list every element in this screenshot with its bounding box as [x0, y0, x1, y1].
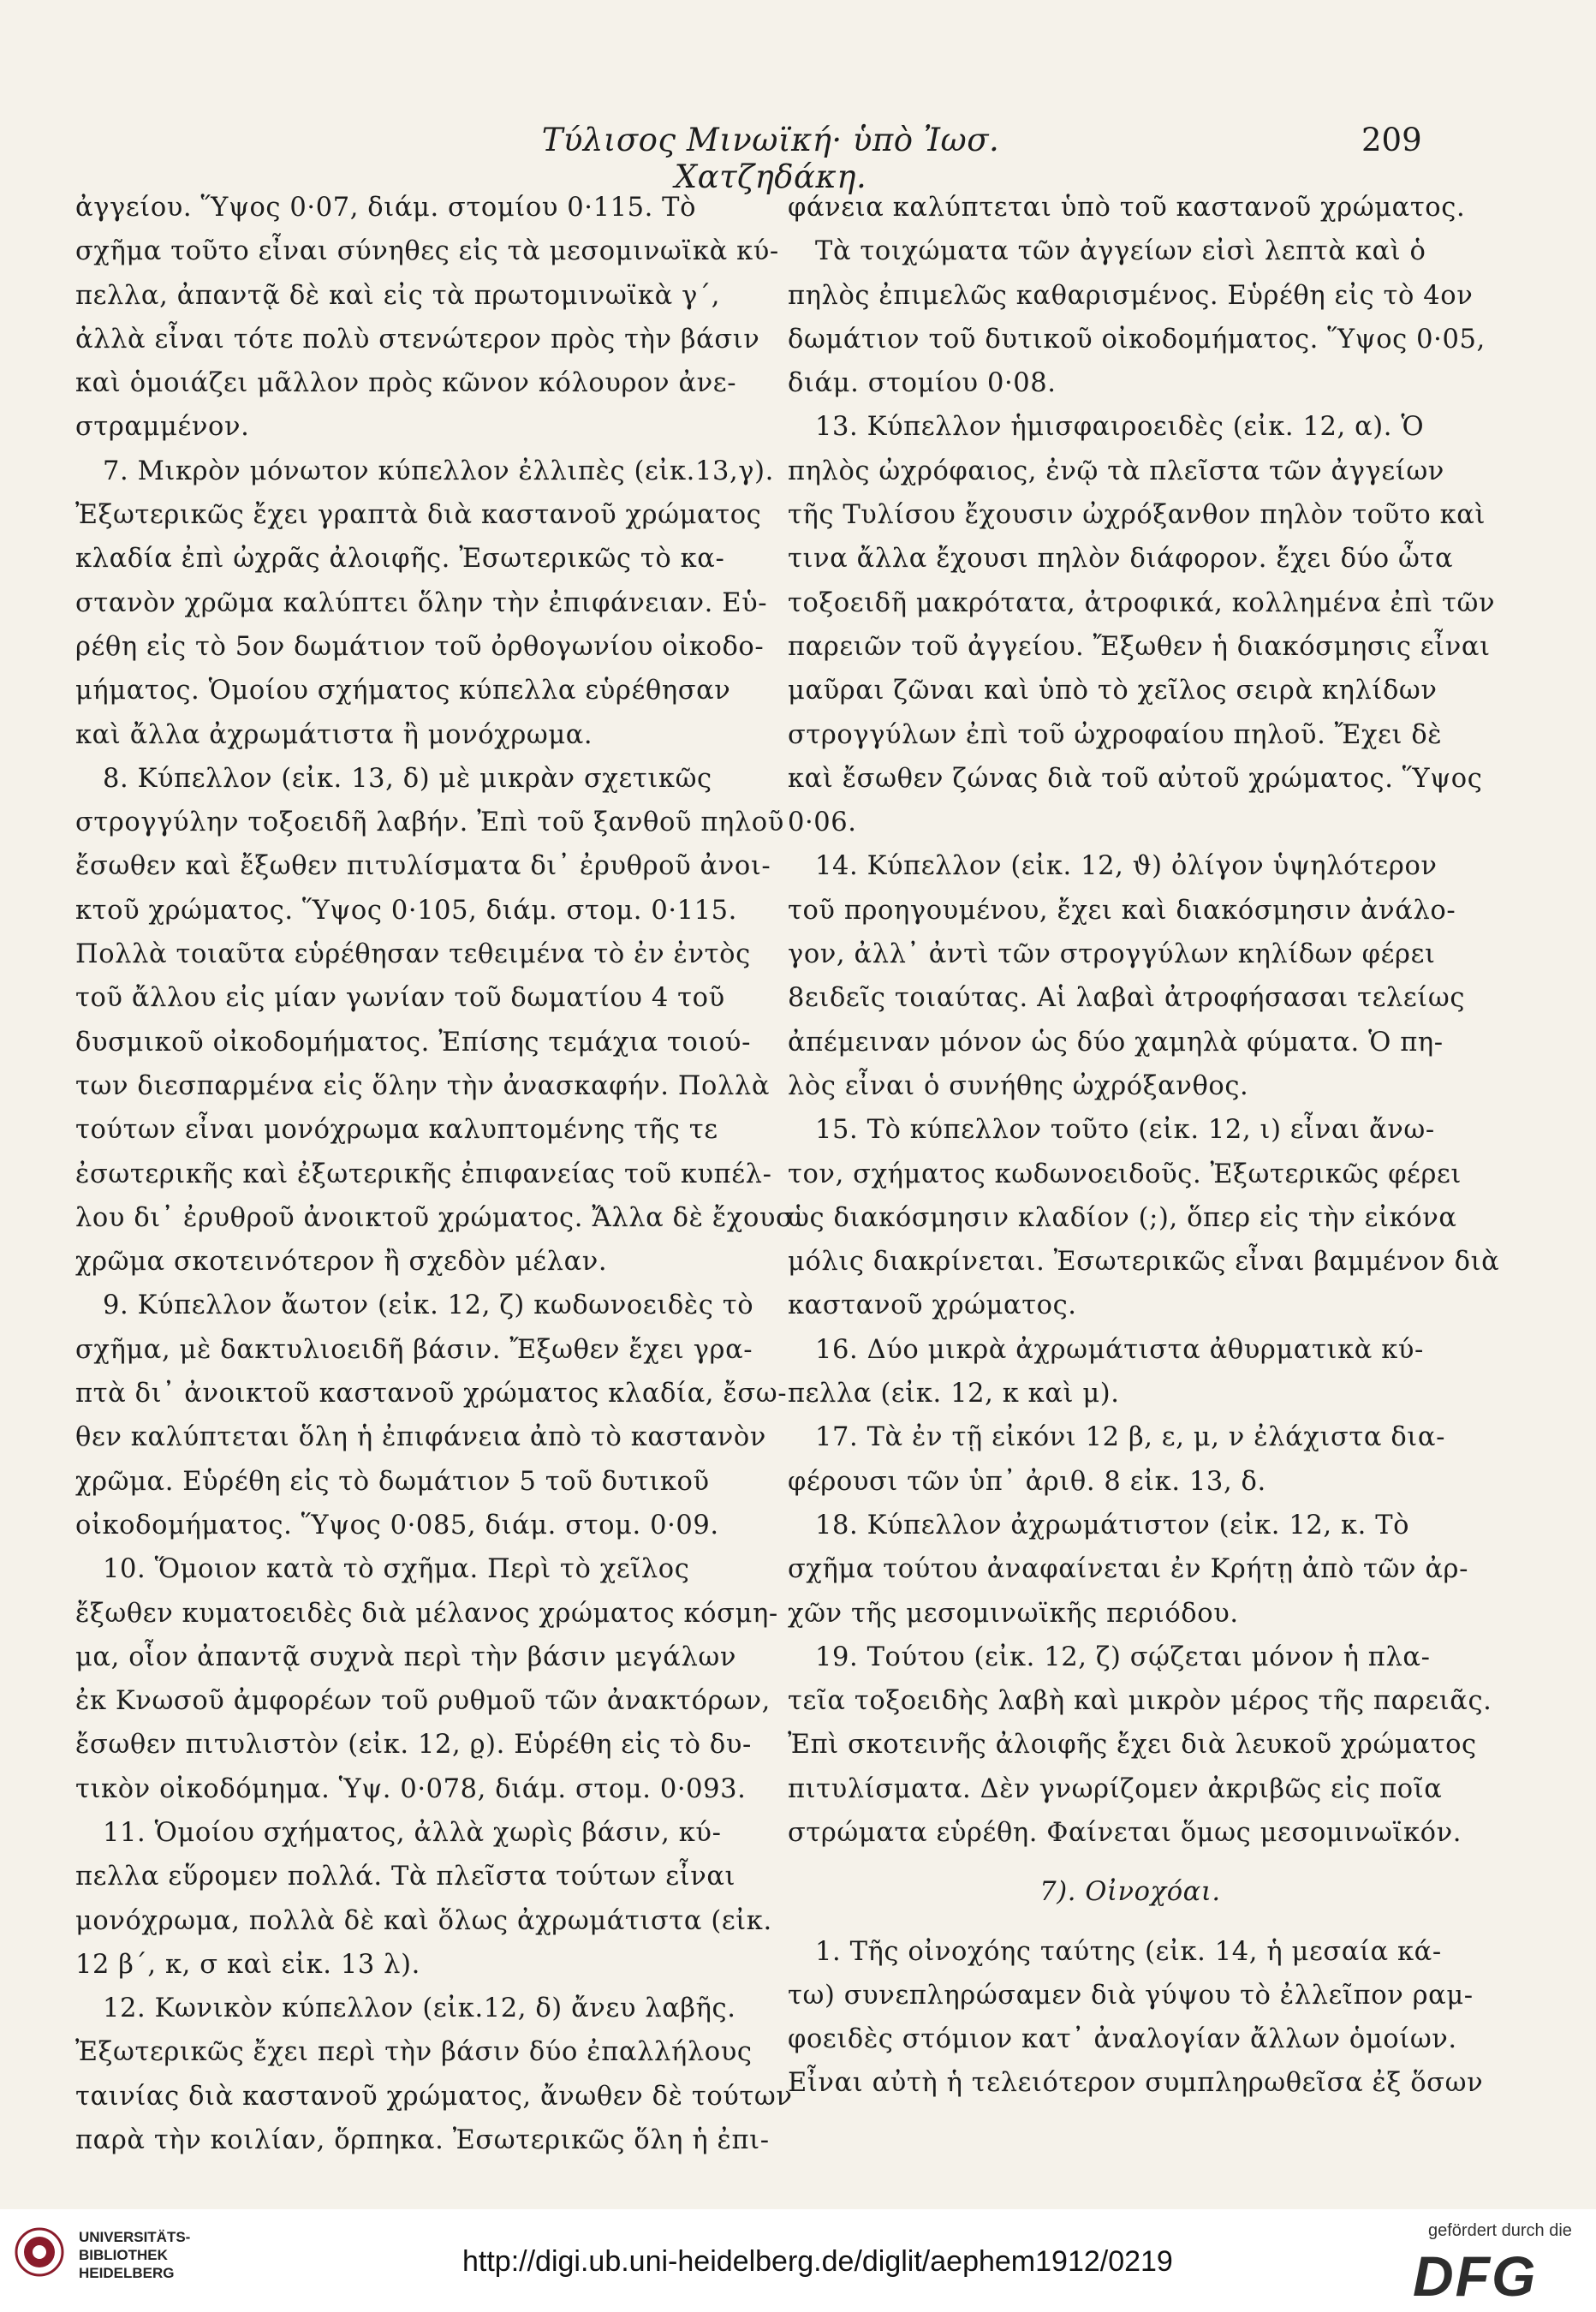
text-line: ρέθη εἰς τὸ 5ον δωμάτιον τοῦ ὀρθογωνίου οἰκοδο- [75, 631, 765, 662]
text-line: πελλα, ἀπαντᾷ δὲ καὶ εἰς τὰ πρωτομινωϊκὰ γ΄, [75, 280, 721, 311]
text-line: μονόχρωμα, πολλὰ δὲ καὶ ὅλως ἀχρωμάτιστα (εἰκ. [75, 1905, 772, 1936]
text-line: τω) συνεπληρώσαμεν διὰ γύψου τὸ ἐλλεῖπον ραμ- [788, 1980, 1474, 2011]
text-line: πηλὸς ὠχρόφαιος, ἐνῷ τὰ πλεῖστα τῶν ἀγγείων [788, 456, 1444, 486]
spacer [788, 1915, 1473, 1930]
section-heading: 7). Οἰνοχόαι. [1039, 1877, 1221, 1908]
text-line: τοξοειδῆ μακρότατα, ἀτροφικά, κολλημένα ἐπὶ τῶν [788, 587, 1496, 618]
text-line: καστανοῦ χρώματος. [788, 1290, 1077, 1321]
text-line: παρειῶν τοῦ ἀγγείου. Ἔξωθεν ἡ διακόσμησις εἶναι [788, 631, 1491, 662]
text-line: πελλα εὕρομεν πολλά. Τὰ πλεῖστα τούτων εἶναι [75, 1862, 736, 1892]
text-line: στρογγύλην τοξοειδῆ λαβήν. Ἐπὶ τοῦ ξανθοῦ πηλοῦ [75, 807, 784, 838]
text-line: πτὰ δι᾽ ἀνοικτοῦ καστανοῦ χρώματος κλαδία, ἔσω- [75, 1379, 788, 1409]
text-line: δωμάτιον τοῦ δυτικοῦ οἰκοδομήματος. Ὕψος 0·05, [788, 324, 1486, 355]
text-line: 15. Τὸ κύπελλον τοῦτο (εἰκ. 12, ι) εἶναι ἄνω- [815, 1115, 1435, 1146]
text-line: ἔσωθεν πιτυλιστὸν (εἰκ. 12, ϱ). Εὑρέθη εἰς τὸ δυ- [75, 1730, 752, 1761]
text-line: φάνεια καλύπτεται ὑπὸ τοῦ καστανοῦ χρώματος. [788, 193, 1466, 223]
text-line: τον, σχήματος κωδωνοειδοῦς. Ἐξωτερικῶς φέρει [788, 1159, 1462, 1189]
text-line: 12. Κωνικὸν κύπελλον (εἰκ.12, δ) ἄνευ λαβῆς. [103, 1993, 736, 2024]
text-line: τοῦ ἄλλου εἰς μίαν γωνίαν τοῦ δωματίου 4 τοῦ [75, 983, 725, 1014]
text-line: γον, ἀλλ᾽ ἀντὶ τῶν στρογγύλων κηλίδων φέρει [788, 939, 1436, 970]
text-line: θεν καλύπτεται ὅλη ἡ ἐπιφάνεια ἀπὸ τὸ καστανὸν [75, 1422, 766, 1453]
text-line: ἀλλὰ εἶναι τότε πολὺ στενώτερον πρὸς τὴν βάσιν [75, 324, 760, 355]
text-line: καὶ ἄλλα ἀχρωμάτιστα ἢ μονόχρωμα. [75, 719, 593, 750]
text-line: φοειδὲς στόμιον κατ᾽ ἀναλογίαν ἄλλων ὁμοίων. [788, 2024, 1457, 2055]
running-head [0, 122, 1596, 195]
text-line: πηλὸς ἐπιμελῶς καθαρισμένος. Εὑρέθη εἰς τὸ 4ον [788, 280, 1474, 311]
text-line: καὶ ἔσωθεν ζώνας διὰ τοῦ αὐτοῦ χρώματος. Ὕψος [788, 763, 1483, 794]
text-line: δυσμικοῦ οἰκοδομήματος. Ἐπίσης τεμάχια τοιού- [75, 1027, 751, 1058]
text-line: κλαδία ἐπὶ ὠχρᾶς ἀλοιφῆς. Ἐσωτερικῶς τὸ κα- [75, 544, 725, 575]
library-name-line: UNIVERSITÄTS- [79, 2229, 191, 2245]
text-line: ταινίας διὰ καστανοῦ χρώματος, ἄνωθεν δὲ τούτων [75, 2081, 793, 2112]
right-column [788, 186, 1500, 2106]
text-line: στραμμένον. [75, 412, 250, 443]
text-line: φέρουσι τῶν ὑπ᾽ ἀριθ. 8 εἰκ. 13, δ. [788, 1466, 1266, 1497]
page-number: 209 [1361, 122, 1422, 158]
text-line: Ἐξωτερικῶς ἔχει περὶ τὴν βάσιν δύο ἐπαλλήλους [75, 2037, 753, 2068]
text-line: 16. Δύο μικρὰ ἀχρωμάτιστα ἀθυρματικὰ κύ- [815, 1334, 1424, 1365]
text-line: Πολλὰ τοιαῦτα εὑρέθησαν τεθειμένα τὸ ἐν ἐντὸς [75, 939, 751, 970]
text-line: 1. Τῆς οἰνοχόης ταύτης (εἰκ. 14, ἡ μεσαία κά- [815, 1936, 1442, 1967]
text-line: οἰκοδομήματος. Ὕψος 0·085, διάμ. στομ. 0·09. [75, 1510, 719, 1540]
text-line: τοῦ προηγουμένου, ἔχει καὶ διακόσμησιν ἀνάλο- [788, 895, 1456, 926]
text-line: χῶν τῆς μεσομινωϊκῆς περιόδου. [788, 1598, 1239, 1629]
text-line: τούτων εἶναι μονόχρωμα καλυπτομένης τῆς τε [75, 1115, 718, 1146]
text-line: ἐκ Κνωσοῦ ἀμφορέων τοῦ ρυθμοῦ τῶν ἀνακτόρων, [75, 1686, 771, 1717]
text-line: μήματος. Ὁμοίου σχήματος κύπελλα εὑρέθησαν [75, 676, 731, 706]
text-line: Ἐξωτερικῶς ἔχει γραπτὰ διὰ καστανοῦ χρώματος [75, 500, 762, 531]
text-line: τῆς Τυλίσου ἔχουσιν ὠχρόξανθον πηλὸν τοῦτο καὶ [788, 500, 1486, 531]
text-line: τικὸν οἰκοδόμημα. Ὑψ. 0·078, διάμ. στομ. 0·093. [75, 1773, 747, 1804]
permalink-url[interactable]: http://digi.ub.uni-heidelberg.de/diglit/aephem1912/0219 [462, 2245, 1173, 2278]
text-line: Τὰ τοιχώματα τῶν ἀγγείων εἰσὶ λεπτὰ καὶ ὁ [815, 236, 1426, 267]
text-line: μα, οἷον ἀπαντᾷ συχνὰ περὶ τὴν βάσιν μεγάλων [75, 1642, 736, 1672]
text-line: ἔξωθεν κυματοειδὲς διὰ μέλανος χρώματος κόσμη- [75, 1598, 778, 1629]
text-line: 19. Τούτου (εἰκ. 12, ζ) σῴζεται μόνον ἡ πλα- [815, 1642, 1431, 1672]
text-line: μαῦραι ζῶναι καὶ ὑπὸ τὸ χεῖλος σειρὰ κηλίδων [788, 676, 1438, 706]
text-line: μόλις διακρίνεται. Ἐσωτερικῶς εἶναι βαμμένον διὰ [788, 1247, 1500, 1278]
text-line: 18. Κύπελλον ἀχρωμάτιστον (εἰκ. 12, κ. Τὸ [815, 1510, 1410, 1540]
text-line: 10. Ὅμοιον κατὰ τὸ σχῆμα. Περὶ τὸ χεῖλος [103, 1554, 690, 1585]
funding-note: gefördert durch die [1428, 2221, 1572, 2240]
text-line: 17. Τὰ ἐν τῇ εἰκόνι 12 β, ε, μ, ν ἐλάχιστα δια- [815, 1422, 1445, 1453]
text-line: των διεσπαρμένα εἰς ὅλην τὴν ἀνασκαφήν. Πολλὰ [75, 1070, 771, 1101]
text-line: λου δι᾽ ἐρυθροῦ ἀνοικτοῦ χρώματος. Ἄλλα δὲ ἔχουσι [75, 1202, 806, 1233]
dfg-logo: DFG [1413, 2244, 1538, 2308]
text-line: στανὸν χρῶμα καλύπτει ὅλην τὴν ἐπιφάνειαν. Εὑ- [75, 587, 768, 618]
university-seal-icon [14, 2226, 65, 2278]
text-line: 7. Μικρὸν μόνωτον κύπελλον ἐλλιπὲς (εἰκ.13,γ). [103, 456, 774, 486]
library-name-line: HEIDELBERG [79, 2265, 175, 2281]
text-line: 0·06. [788, 807, 857, 838]
text-line: λὸς εἶναι ὁ συνήθης ὠχρόξανθος. [788, 1070, 1249, 1101]
text-line: καὶ ὁμοιάζει μᾶλλον πρὸς κῶνον κόλουρον ἀνε- [75, 368, 737, 399]
text-line: πελλα (εἰκ. 12, κ καὶ μ). [788, 1379, 1120, 1409]
text-line: διάμ. στομίου 0·08. [788, 368, 1057, 399]
text-line: τεῖα τοξοειδὴς λαβὴ καὶ μικρὸν μέρος τῆς παρειᾶς. [788, 1686, 1492, 1717]
left-column [75, 186, 806, 2162]
text-line: ἐσωτερικῆς καὶ ἐξωτερικῆς ἐπιφανείας τοῦ κυπέλ- [75, 1159, 772, 1189]
text-line: πιτυλίσματα. Δὲν γνωρίζομεν ἀκριβῶς εἰς ποῖα [788, 1773, 1443, 1804]
text-line: ἀπέμειναν μόνον ὡς δύο χαμηλὰ φύματα. Ὁ πη- [788, 1027, 1444, 1058]
text-line: ὡς διακόσμησιν κλαδίον (;), ὅπερ εἰς τὴν εἰκόνα [788, 1202, 1457, 1233]
text-line: 8. Κύπελλον (εἰκ. 13, δ) μὲ μικρὰν σχετικῶς [103, 763, 712, 794]
text-line: ἀγγείου. Ὕψος 0·07, διάμ. στομίου 0·115. Τὸ [75, 193, 697, 223]
text-line: χρῶμα σκοτεινότερον ἢ σχεδὸν μέλαν. [75, 1247, 608, 1278]
text-line: 12 β΄, κ, σ καὶ εἰκ. 13 λ). [75, 1949, 420, 1980]
spacer [788, 1855, 1473, 1870]
text-line: ἔσωθεν καὶ ἔξωθεν πιτυλίσματα δι᾽ ἐρυθροῦ ἀνοι- [75, 851, 771, 882]
text-line: κτοῦ χρώματος. Ὕψος 0·105, διάμ. στομ. 0·115. [75, 895, 737, 926]
text-line: Ἐπὶ σκοτεινῆς ἀλοιφῆς ἔχει διὰ λευκοῦ χρώματος [788, 1730, 1477, 1761]
running-title: Τύλισος Μινωϊκή· ὑπὸ Ἰωσ. Χατζηδάκη. [541, 122, 1000, 195]
library-name [79, 2228, 190, 2282]
text-line: σχῆμα, μὲ δακτυλιοειδῆ βάσιν. Ἔξωθεν ἔχει γρα- [75, 1334, 753, 1365]
text-line: σχῆμα τοῦτο εἶναι σύνηθες εἰς τὰ μεσομινωϊκὰ κύ- [75, 236, 779, 267]
text-line: στρώματα εὑρέθη. Φαίνεται ὅμως μεσομινωϊκόν. [788, 1817, 1462, 1848]
text-line: σχῆμα τούτου ἀναφαίνεται ἐν Κρήτῃ ἀπὸ τῶν ἀρ- [788, 1554, 1468, 1585]
text-line: 8ειδεῖς τοιαύτας. Αἱ λαβαὶ ἀτροφήσασαι τελείως [788, 983, 1466, 1014]
text-line: στρογγύλων ἐπὶ τοῦ ὠχροφαίου πηλοῦ. Ἔχει δὲ [788, 719, 1443, 750]
text-line: 14. Κύπελλον (εἰκ. 12, ϑ) ὀλίγον ὑψηλότερον [815, 851, 1438, 882]
text-line: 9. Κύπελλον ἄωτον (εἰκ. 12, ζ) κωδωνοειδὲς τὸ [103, 1290, 754, 1321]
text-line: 11. Ὁμοίου σχήματος, ἀλλὰ χωρὶς βάσιν, κύ- [103, 1817, 722, 1848]
footer-bar [0, 2209, 1596, 2312]
text-line: τινα ἄλλα ἔχουσι πηλὸν διάφορον. ἔχει δύο ὦτα [788, 544, 1454, 575]
library-name-line: BIBLIOTHEK [79, 2247, 168, 2263]
text-line: 13. Κύπελλον ἡμισφαιροειδὲς (εἰκ. 12, α). Ὁ [815, 412, 1425, 443]
text-line: Εἶναι αὐτὴ ἡ τελειότερον συμπληρωθεῖσα ἐξ ὅσων [788, 2068, 1484, 2099]
text-line: παρὰ τὴν κοιλίαν, ὅρπηκα. Ἐσωτερικῶς ὅλη ἡ ἐπι- [75, 2125, 770, 2156]
text-line: χρῶμα. Εὑρέθη εἰς τὸ δωμάτιον 5 τοῦ δυτικοῦ [75, 1466, 710, 1497]
